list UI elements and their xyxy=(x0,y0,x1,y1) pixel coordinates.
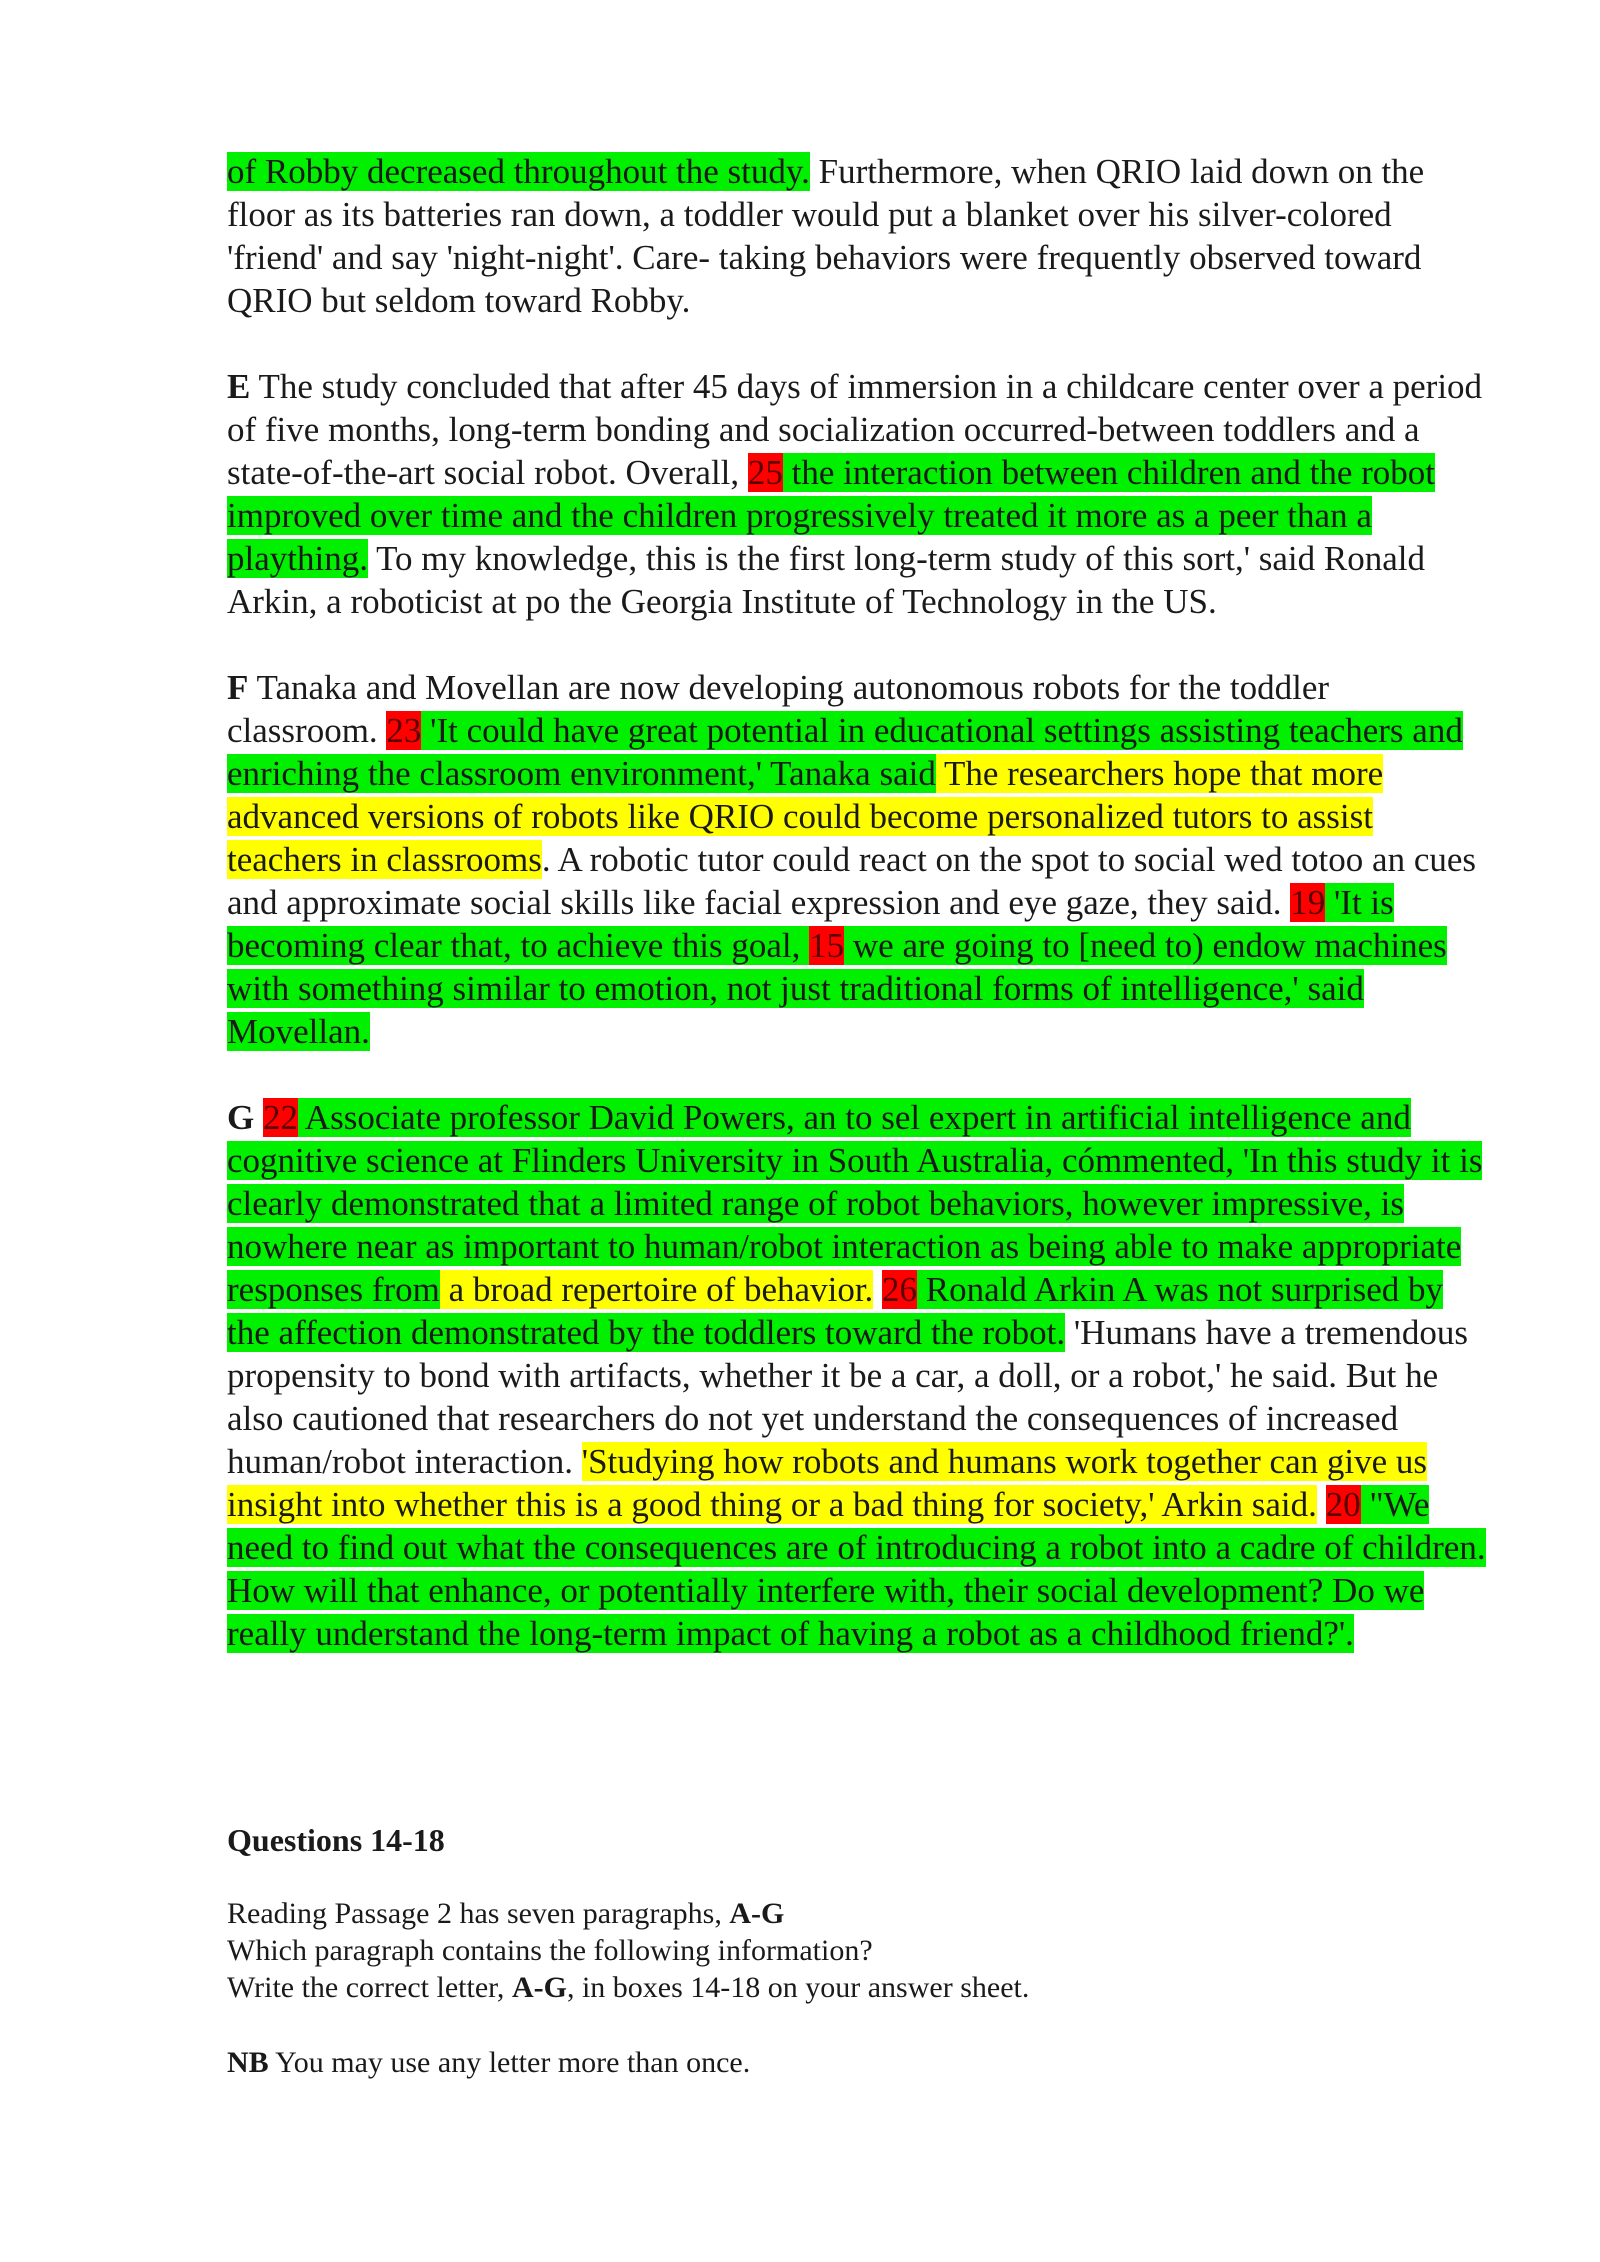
questions-heading: Questions 14-18 xyxy=(227,1822,445,1858)
answer-highlight: Ronald Arkin A was not surprised by the affection demonstrated by the toddlers toward the robot. xyxy=(227,1270,1444,1352)
paragraph-g xyxy=(227,1096,1487,1655)
answer-highlight: Associate professor David Powers, an to sel expert in artificial intelligence and cognitive science at Flinders University in South Australia, cómmented, 'In this study it is clearly demonstrated that a limited range of robot behaviors, however impressive, is nowhere near as important to human/robot interaction as being able to make appropriate responses from xyxy=(227,1098,1483,1309)
answer-highlight: the interaction between children and the robot improved over time and the children progressively treated it more as a peer than a plaything. xyxy=(227,453,1436,578)
question-marker: 22 xyxy=(262,1098,298,1137)
passage-text: . A robotic tutor could react on the spot to social wed totoo an cues and approximate social skills like facial expression and eye gaze, they said. xyxy=(227,840,1477,922)
instruction-text: Write the correct letter, xyxy=(227,1971,512,2004)
question-marker: 23 xyxy=(386,711,422,750)
answer-highlight: "We need to find out what the consequences are of introducing a robot into a cadre of children. How will that enhance, or potentially interfere with, their social development? Do we really understand the long-term impact of having a robot as a childhood friend?'. xyxy=(227,1485,1486,1653)
question-marker: 15 xyxy=(809,926,845,965)
paragraph-e xyxy=(227,365,1487,623)
question-marker: 26 xyxy=(882,1270,918,1309)
paragraph-f xyxy=(227,666,1487,1053)
passage-text: 'Humans have a tremendous propensity to bond with artifacts, whether it be a car, a doll, or a robot,' he said. But he also cautioned that researchers do not yet understand the consequences of increased human/robot interaction. xyxy=(227,1313,1468,1481)
instructions xyxy=(227,1895,1487,2006)
instruction-bold: A-G xyxy=(511,1971,567,2004)
instruction-line xyxy=(227,1895,1487,1932)
instruction-line xyxy=(227,1969,1487,2006)
answer-highlight: 'It could have great potential in educational settings assisting teachers and enriching the classroom environment,' Tanaka said xyxy=(227,711,1463,793)
answer-highlight: 'It is becoming clear that, to achieve this goal, xyxy=(227,883,1394,965)
instruction-text: , in boxes 14-18 on your answer sheet. xyxy=(566,1971,1030,2004)
passage-text: Furthermore, when QRIO laid down on the floor as its batteries ran down, a toddler would put a blanket over his silver-colored 'friend' and say 'night-night'. Care- taking behaviors were frequently observed toward QRIO but seldom toward Robby. xyxy=(227,152,1425,320)
answer-highlight: of Robby decreased throughout the study. xyxy=(227,152,810,191)
question-marker: 25 xyxy=(747,453,783,492)
nb-text: You may use any letter more than once. xyxy=(268,2046,751,2079)
reading-passage xyxy=(227,150,1487,1698)
support-highlight: a broad repertoire of behavior. xyxy=(439,1270,874,1309)
paragraph-label: F xyxy=(227,668,249,707)
passage-text: To my knowledge, this is the first long-term study of this sort,' said Ronald Arkin, a roboticist at po the Georgia Institute of Technology in the US. xyxy=(227,539,1425,621)
passage-text: The study concluded that after 45 days of immersion in a childcare center over a period of five months, long-term bonding and socialization occurred-between toddlers and a state-of-the-art social robot. Overall, xyxy=(227,367,1483,492)
nb-label: NB xyxy=(227,2046,269,2079)
paragraph-continuation xyxy=(227,150,1487,322)
paragraph-label: G xyxy=(227,1098,255,1137)
instruction-line: Which paragraph contains the following information? xyxy=(227,1934,873,1967)
answer-highlight: we are going to [need to) endow machines with something similar to emotion, not just traditional forms of intelligence,' said Movellan. xyxy=(227,926,1447,1051)
passage-text: Tanaka and Movellan are now developing autonomous robots for the toddler classroom. xyxy=(227,668,1330,750)
support-highlight: 'Studying how robots and humans work together can give us insight into whether this is a good thing or a bad thing for society,' Arkin said. xyxy=(227,1442,1427,1524)
question-marker: 19 xyxy=(1290,883,1326,922)
paragraph-label: E xyxy=(227,367,251,406)
question-marker: 20 xyxy=(1325,1485,1361,1524)
instruction-text: Reading Passage 2 has seven paragraphs, xyxy=(227,1897,730,1930)
nb-note xyxy=(227,2044,1487,2081)
questions-section xyxy=(227,1822,1487,2081)
support-highlight: The researchers hope that more advanced versions of robots like QRIO could become personalized tutors to assist teachers in classrooms xyxy=(227,754,1384,879)
instruction-bold: A-G xyxy=(729,1897,785,1930)
